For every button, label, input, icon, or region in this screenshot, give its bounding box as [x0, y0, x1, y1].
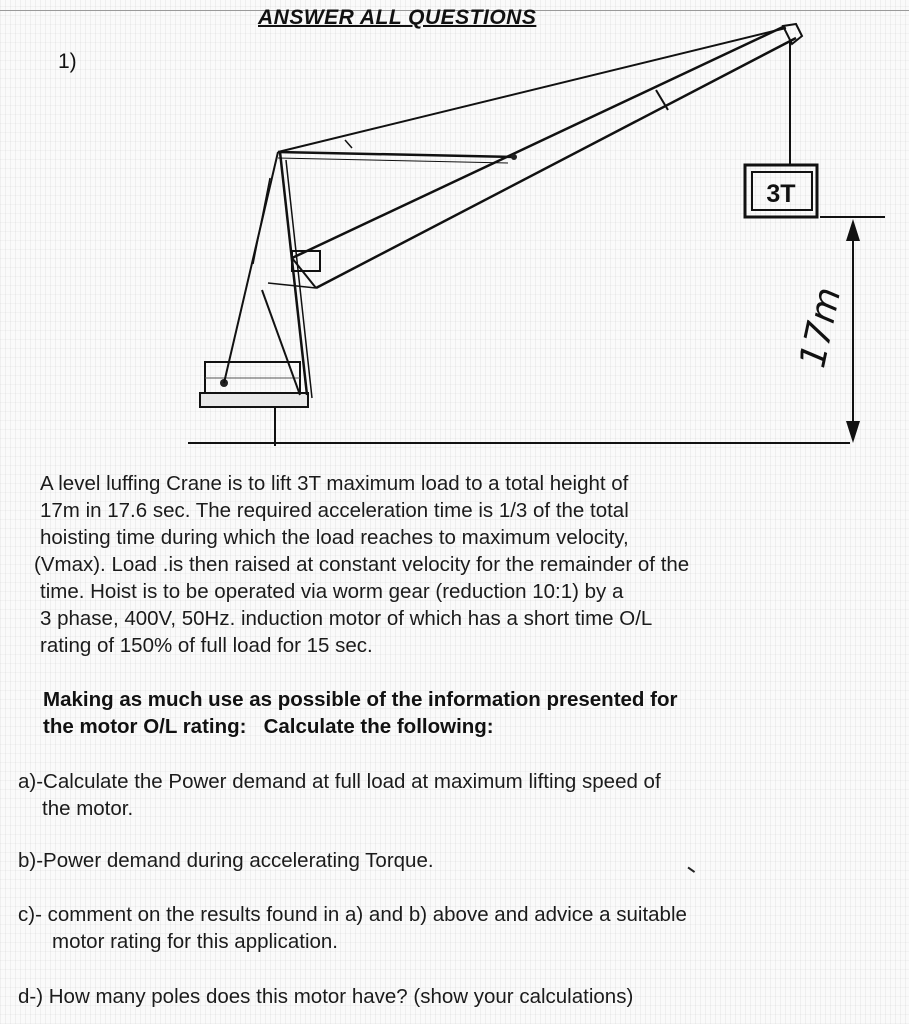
question-a-line-1: a)-Calculate the Power demand at full load at maximum lifting speed of: [18, 770, 661, 793]
dimension-arrow-down: [846, 421, 860, 443]
instruction-block: [43, 686, 677, 740]
question-b-line-1: b)-Power demand during accelerating Torque.: [18, 849, 434, 872]
question-c: [18, 901, 687, 955]
page-heading: ANSWER ALL QUESTIONS: [258, 6, 537, 29]
problem-line: hoisting time during which the load reaches to maximum velocity,: [40, 526, 629, 549]
jib-lower-chord: [316, 38, 796, 288]
problem-line: 3 phase, 400V, 50Hz. induction motor of which has a short time O/L: [40, 607, 653, 630]
instruction-line-2: the motor O/L rating: Calculate the following:: [43, 715, 494, 738]
problem-line: A level luffing Crane is to lift 3T maximum load to a total height of: [40, 472, 629, 495]
instruction-line-1: Making as much use as possible of the information presented for: [43, 688, 678, 711]
crane-base-plate: [200, 393, 308, 407]
problem-line: rating of 150% of full load for 15 sec.: [40, 634, 373, 657]
luffing-tie-horizontal: [278, 152, 514, 157]
jib-upper-chord: [292, 26, 785, 258]
problem-line: (Vmax). Load .is then raised at constant velocity for the remainder of the: [34, 553, 690, 576]
question-number: 1): [58, 50, 77, 73]
mast-right-leg: [280, 152, 307, 395]
mast-left-leg: [224, 152, 278, 383]
question-c-line-2: motor rating for this application.: [52, 930, 338, 953]
dimension-arrow-up: [846, 219, 860, 241]
luffing-tie-upper: [278, 28, 786, 152]
question-c-line-1: c)- comment on the results found in a) and b) above and advice a suitable: [18, 903, 687, 926]
crane-diagram: [0, 0, 909, 470]
problem-line: 17m in 17.6 sec. The required acceleration time is 1/3 of the total: [40, 499, 629, 522]
question-d: [18, 983, 633, 1010]
question-b: [18, 847, 434, 874]
question-a-line-2: the motor.: [42, 797, 134, 820]
load-label: 3T: [766, 180, 796, 208]
problem-statement: [34, 470, 874, 659]
height-label: 17m: [792, 283, 850, 372]
question-d-line-1: d-) How many poles does this motor have? (show your calculations): [18, 985, 634, 1008]
pen-tick-mark: [683, 867, 695, 880]
problem-line: time. Hoist is to be operated via worm gear (reduction 10:1) by a: [40, 580, 624, 603]
question-a: [18, 768, 661, 822]
mast-inner-leg: [262, 290, 300, 395]
